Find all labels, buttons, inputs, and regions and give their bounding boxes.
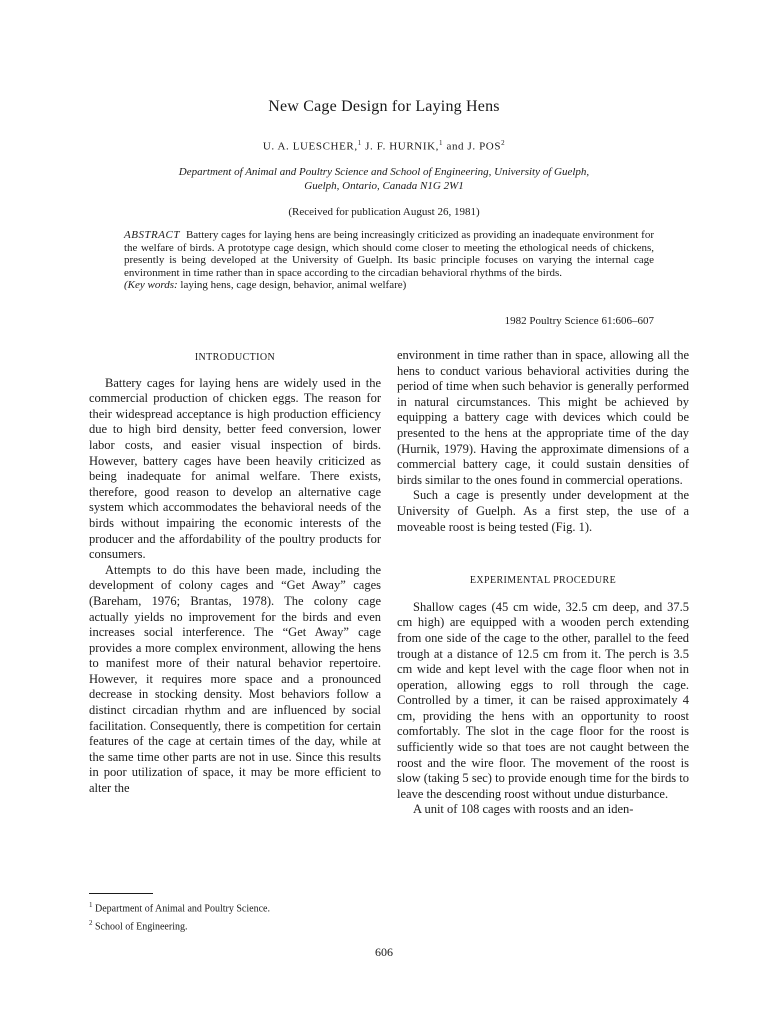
footnotes xyxy=(89,893,381,935)
author-line xyxy=(0,139,768,153)
author-luescher: U. A. LUESCHER, xyxy=(262,140,358,153)
keywords-text: laying hens, cage design, behavior, animal welfare) xyxy=(177,279,407,291)
abstract-text: Battery cages for laying hens are being increasingly criticized as providing an inadequate environment for the welfare of birds. A prototype cage design, which should come closer to meeting the ethological needs of chickens, presently is being developed at the University of Guelph. Its basic principle focuses on varying the internal cage environment in time rather than in space according to the circadian behavioral rhythms of the birds. xyxy=(124,229,654,279)
author-note-mark: 2 xyxy=(501,139,506,147)
author-pos: and J. POS xyxy=(443,140,502,153)
footnote-mark: 1 xyxy=(89,901,93,909)
keywords-label: (Key words: xyxy=(124,279,178,291)
journal-citation: 1982 Poultry Science 61:606–607 xyxy=(504,315,654,327)
footnote-mark: 2 xyxy=(89,919,93,928)
author-note-mark: 1 xyxy=(357,139,362,147)
page-number: 606 xyxy=(375,945,393,959)
footnote xyxy=(89,916,381,934)
body-paragraph: Battery cages for laying hens are widely used in the commercial production of chicken eggs. The reason for their widespread acceptance is high production efficiency due to high bird density, better feed conversion, lower labor costs, and easier visual inspection of birds. However, battery cages have been heavily criticized as being inadequate for animal welfare. There exists, therefore, good reason to develop an alternative cage system which accommodates the behavioral needs of the birds without impairing the economic interests of the producer and the affordability of the poultry products for consumers. xyxy=(89,375,381,562)
author-hurnik: J. F. HURNIK, xyxy=(361,140,439,153)
article-title: New Cage Design for Laying Hens xyxy=(268,98,500,115)
affiliation-line: Department of Animal and Poultry Science and School of Engineering, University of Guelph, xyxy=(178,166,590,178)
abstract-label: ABSTRACT xyxy=(124,229,180,241)
section-heading-experimental-procedure: EXPERIMENTAL PROCEDURE xyxy=(469,575,617,587)
affiliation-line: Guelph, Ontario, Canada N1G 2W1 xyxy=(304,180,464,192)
footnote xyxy=(89,898,381,916)
body-paragraph: A unit of 108 cages with roosts and an iden- xyxy=(413,802,634,817)
body-paragraph: Such a cage is presently under development at the University of Guelph. As a first step, the use of a moveable roost is being tested (Fig. 1). xyxy=(397,488,689,534)
footnote-text: School of Engineering. xyxy=(92,921,188,933)
body-paragraph: Attempts to do this have been made, including the development of colony cages and “Get Away” cages (Bareham, 1976; Brantas, 1978). The colony cage actually yields no improvement for the birds and even increases social interference. The “Get Away” cage provides a more complex environment, allowing the hens to manifest more of their natural behavior repertoire. However, it requires more space and a pronounced decrease in stocking density. Most behaviors follow a distinct circadian rhythm and are influenced by social facilitation. Consequently, there is competition for certain features of the cage at certain times of the day, while at the same time other parts are not in use. Since this results in poor utilization of space, it may be more efficient to alter the xyxy=(89,562,381,796)
footnote-rule xyxy=(89,893,153,894)
abstract-block xyxy=(124,229,654,292)
body-paragraph: environment in time rather than in space, allowing all the hens to conduct various behavioral activities during the period of time when such behavior is generally performed in natural circumstances. This might be achieved by equipping a battery cage with devices which could be presented to the hens at the appropriate time of the day (Hurnik, 1979). Having the approximate dimensions of a commercial battery cage, it could sustain densities of birds similar to the ones found in commercial operations. xyxy=(397,348,689,487)
left-column xyxy=(89,348,381,797)
footnote-text: Department of Animal and Poultry Science. xyxy=(92,903,270,915)
affiliation xyxy=(120,165,648,193)
body-paragraph: Shallow cages (45 cm wide, 32.5 cm deep, and 37.5 cm high) are equipped with a wooden perch extending from one side of the cage to the other, parallel to the feed trough at a distance of 12.5 cm from it. The perch is 3.5 cm wide and kept level with the cage floor when not in operation, allowing eggs to roll through the cage. Controlled by a timer, it can be raised approximately 4 cm, providing the hens with an opportunity to roost comfortably. The slot in the cage floor for the roost is sufficiently wide so that toes are not caught between the roost and the wire floor. The movement of the roost is slow (taking 5 sec) to provide enough time for the birds to leave the descending roost without undue disturbance. xyxy=(397,599,689,801)
author-note-mark: 1 xyxy=(439,139,444,147)
right-column xyxy=(397,348,689,818)
received-date: (Received for publication August 26, 1981) xyxy=(288,206,480,218)
section-heading-introduction: INTRODUCTION xyxy=(194,352,276,363)
